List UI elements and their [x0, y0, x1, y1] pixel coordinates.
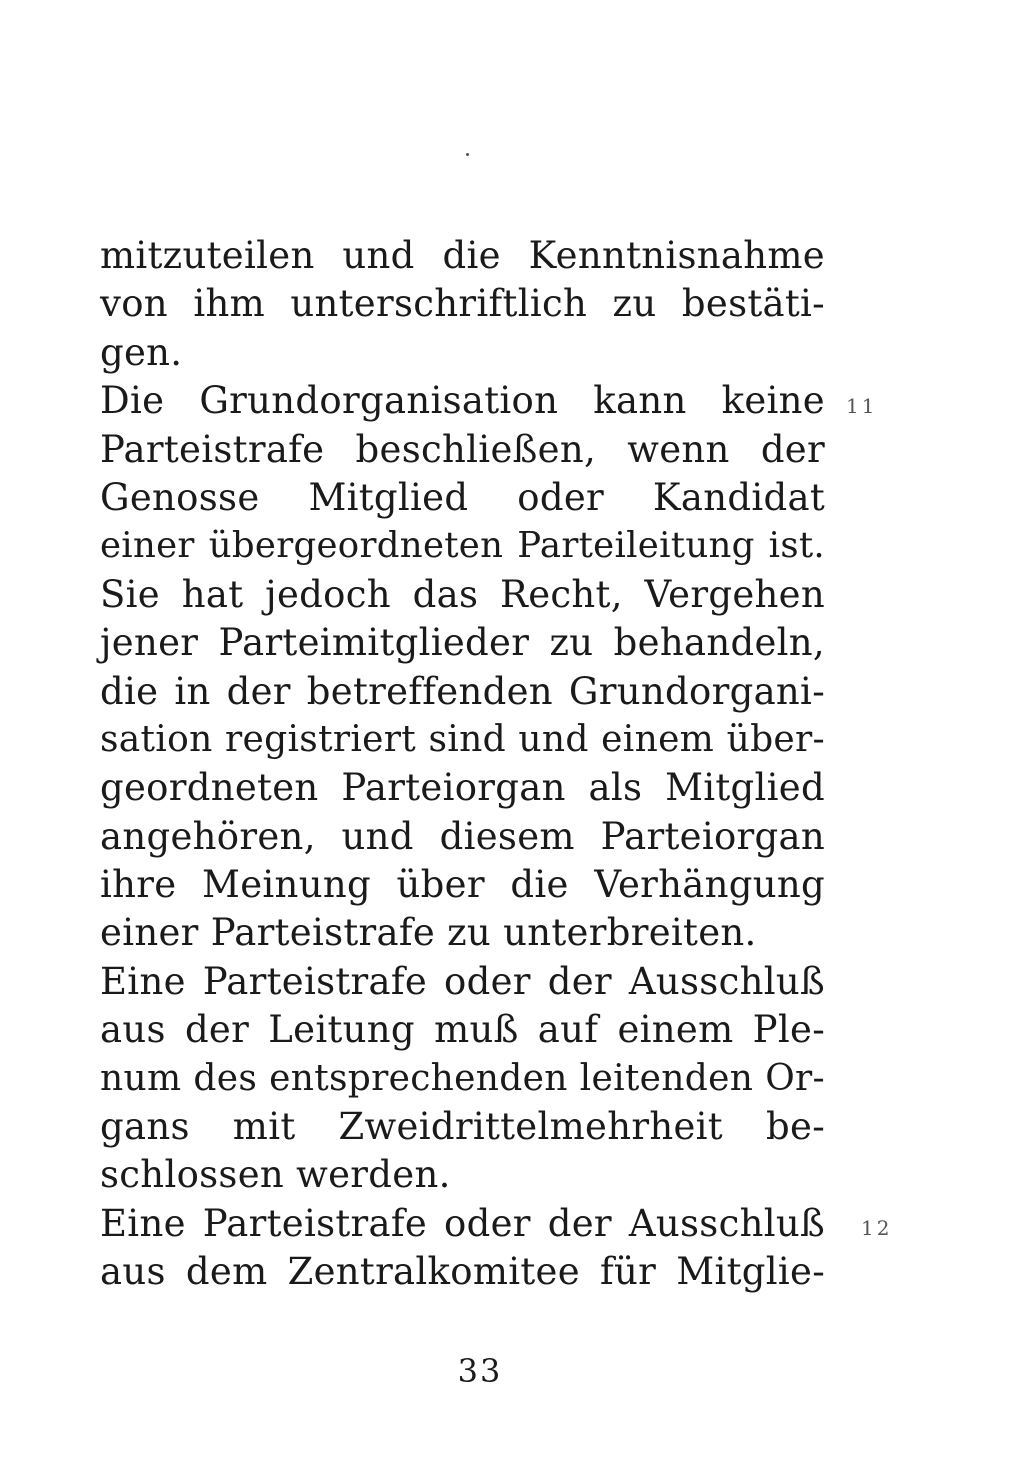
text-line: Die Grundorganisation kann keine	[100, 379, 825, 423]
margin-section-number: 12	[861, 1216, 893, 1240]
text-line: die in der betreffenden Grundorgani-	[100, 669, 825, 713]
text-line: angehören, und diesem Parteiorgan	[100, 814, 825, 858]
text-line: mitzuteilen und die Kenntnisnahme	[100, 234, 825, 277]
text-line: aus dem Zentralkomitee für Mitglie-	[100, 1250, 825, 1294]
text-line: geordneten Parteiorgan als Mitglied	[100, 766, 825, 810]
text-line: gans mit Zweidrittelmehrheit be-	[100, 1105, 825, 1149]
text-line: jener Parteimitglieder zu behandeln,	[100, 621, 825, 665]
print-speck	[466, 153, 469, 156]
text-line: ihre Meinung über die Verhängung	[100, 863, 825, 907]
text-line: von ihm unterschriftlich zu bestäti-	[100, 282, 825, 326]
text-line: einer Parteistrafe zu unterbreiten.	[100, 911, 757, 955]
text-line: Parteistrafe beschließen, wenn der	[100, 427, 825, 471]
text-line: Genosse Mitglied oder Kandidat	[100, 475, 825, 519]
body-text	[100, 232, 825, 1297]
text-line: Sie hat jedoch das Recht, Vergehen	[100, 572, 825, 616]
margin-section-number: 11	[846, 394, 878, 418]
text-line: sation registriert sind und einem über-	[100, 718, 825, 760]
text-line: num des entsprechenden leitenden Or-	[100, 1057, 825, 1099]
text-line: Eine Parteistrafe oder der Ausschluß	[100, 959, 825, 1003]
text-line: aus der Leitung muß auf einem Ple-	[100, 1008, 825, 1052]
text-line: schlossen werden.	[100, 1153, 451, 1197]
text-line: Eine Parteistrafe oder der Ausschluß	[100, 1201, 825, 1245]
text-line: einer übergeordneten Parteileitung ist.	[100, 525, 825, 567]
text-line: gen.	[100, 330, 183, 374]
page-number: 33	[457, 1352, 503, 1390]
